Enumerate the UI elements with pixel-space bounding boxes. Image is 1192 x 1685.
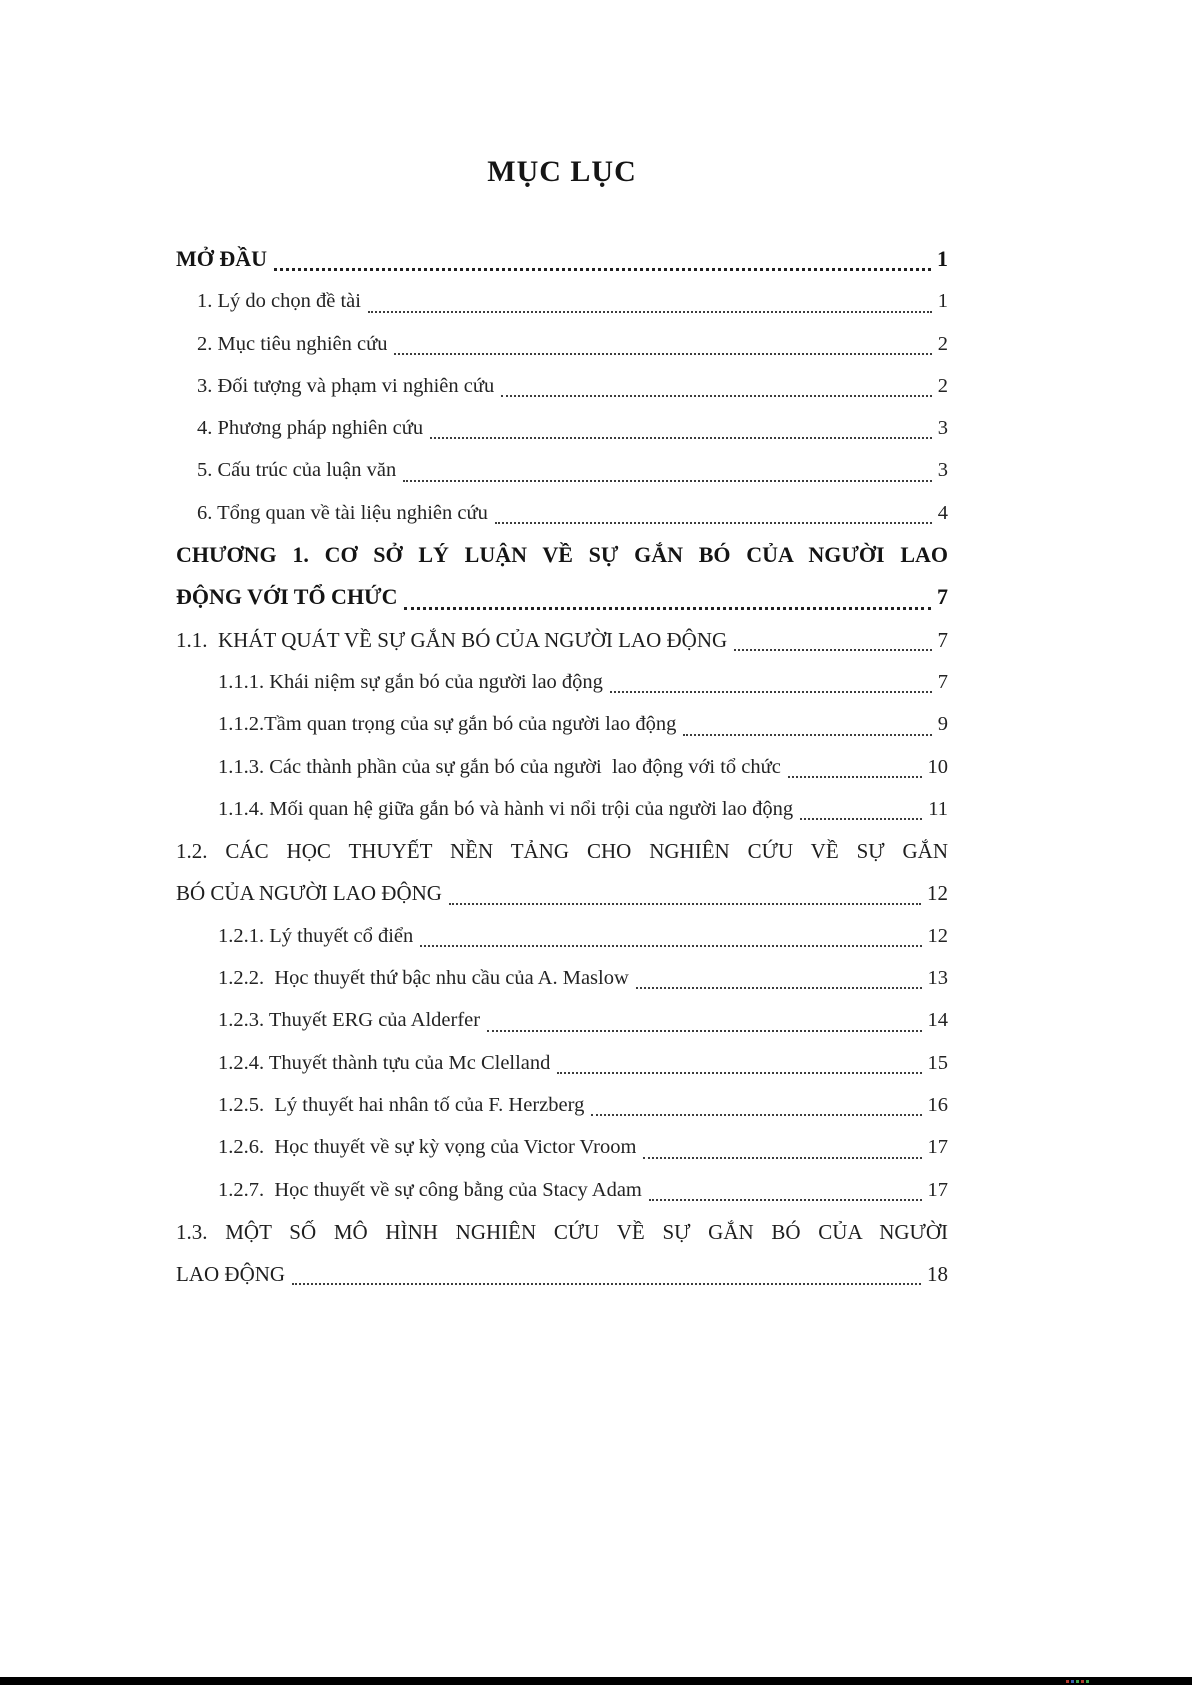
toc-page-number: 17 [927, 1178, 948, 1201]
toc-entry [176, 915, 948, 957]
toc-page-number: 12 [927, 924, 948, 947]
dot-leader [734, 619, 931, 661]
toc-page-number: 7 [937, 627, 948, 652]
scan-edge-bar [0, 1677, 1192, 1685]
toc-entry-line [197, 449, 948, 491]
toc-entry [176, 703, 948, 745]
toc-entry-text: 1.1.1. Khái niệm sự gắn bó của người lao động [218, 670, 603, 693]
toc-entry [176, 830, 948, 915]
toc-entry [176, 492, 948, 534]
toc-entry-line [218, 1169, 948, 1211]
toc-page-number: 1 [937, 246, 948, 271]
toc-page-number: 7 [937, 584, 948, 610]
dot-leader [591, 1084, 921, 1126]
toc-entry-line [176, 238, 948, 280]
dot-leader [501, 365, 932, 407]
dot-leader [420, 915, 921, 957]
toc-entry-text: 1.2. CÁC HỌC THUYẾT NỀN TẢNG CHO NGHIÊN CỨU VỀ SỰ GẮN [176, 839, 948, 864]
toc-entry-text: 1.2.5. Lý thuyết hai nhân tố của F. Herzberg [218, 1093, 585, 1116]
toc-entry-text: CHƯƠNG 1. CƠ SỞ LÝ LUẬN VỀ SỰ GẮN BÓ CỦA NGƯỜI LAO [176, 542, 948, 568]
toc-entry-text: 4. Phương pháp nghiên cứu [197, 417, 424, 440]
toc-page-number: 3 [937, 459, 948, 482]
toc-page-number: 17 [927, 1136, 948, 1159]
toc-entry-text: BÓ CỦA NGƯỜI LAO ĐỘNG [176, 881, 442, 906]
toc-entry [176, 238, 948, 280]
toc-entry-text: 1.2.2. Học thuyết thứ bậc nhu cầu của A. Maslow [218, 967, 629, 990]
dot-leader [800, 788, 922, 830]
toc-entry [176, 1169, 948, 1211]
dot-leader [430, 407, 932, 449]
dot-leader [487, 999, 921, 1041]
toc-entry [176, 407, 948, 449]
toc-entry-line [176, 872, 948, 914]
toc-entry-line [218, 661, 948, 703]
dot-leader [683, 703, 931, 745]
toc-entry [176, 1211, 948, 1296]
toc-entry-line [176, 1253, 948, 1295]
toc-entry-line [218, 915, 948, 957]
toc-entry-text: 1.3. MỘT SỐ MÔ HÌNH NGHIÊN CỨU VỀ SỰ GẮN BÓ CỦA NGƯỜI [176, 1219, 948, 1244]
toc-entry [176, 661, 948, 703]
toc-page-number: 16 [927, 1093, 948, 1116]
scan-artifact [1066, 1680, 1092, 1683]
toc-entry [176, 999, 948, 1041]
dot-leader [292, 1253, 921, 1295]
toc-entry-line [197, 280, 948, 322]
dot-leader [643, 1126, 921, 1168]
dot-leader [394, 323, 931, 365]
toc-entry [176, 449, 948, 491]
toc-entry-text: 1.2.6. Học thuyết về sự kỳ vọng của Victor Vroom [218, 1136, 637, 1159]
toc-entry-text: 1.2.7. Học thuyết về sự công bằng của Stacy Adam [218, 1178, 642, 1201]
toc-entry [176, 365, 948, 407]
dot-leader [274, 238, 931, 280]
toc-entry-line [197, 492, 948, 534]
toc-entry-text: LAO ĐỘNG [176, 1262, 286, 1287]
toc-page-number: 2 [937, 332, 948, 355]
toc-entry [176, 534, 948, 619]
toc-entry-text: 2. Mục tiêu nghiên cứu [197, 332, 388, 355]
toc-page-number: 4 [937, 501, 948, 524]
toc-entry-text: 1.1.4. Mối quan hệ giữa gắn bó và hành vi nổi trội của người lao động [218, 797, 794, 820]
dot-leader [449, 872, 921, 914]
toc-entry-text: 1. Lý do chọn đề tài [197, 290, 361, 313]
toc-page-number: 2 [937, 374, 948, 397]
toc-entry [176, 323, 948, 365]
toc-entry [176, 619, 948, 661]
toc-entry-text: 6. Tổng quan về tài liệu nghiên cứu [197, 501, 488, 524]
dot-leader [649, 1169, 922, 1211]
toc-entry-line [218, 746, 948, 788]
toc-entry-line [218, 957, 948, 999]
toc-entry-text: 1.2.3. Thuyết ERG của Alderfer [218, 1009, 481, 1032]
toc-page-number: 18 [927, 1262, 948, 1287]
toc-entry [176, 1084, 948, 1126]
toc-list [176, 238, 948, 1295]
dot-leader [636, 957, 922, 999]
dot-leader [788, 746, 922, 788]
toc-page-number: 7 [937, 670, 948, 693]
toc-page-number: 9 [937, 713, 948, 736]
toc-entry [176, 957, 948, 999]
dot-leader [368, 280, 932, 322]
toc-entry-line [218, 788, 948, 830]
toc-entry-text: 1.1. KHÁT QUÁT VỀ SỰ GẮN BÓ CỦA NGƯỜI LAO ĐỘNG [176, 627, 728, 652]
toc-page-number: 1 [937, 290, 948, 313]
toc-entry [176, 1126, 948, 1168]
toc-entry-line [218, 703, 948, 745]
toc-page-number: 11 [928, 797, 948, 820]
toc-page-number: 10 [927, 755, 948, 778]
dot-leader [495, 492, 932, 534]
toc-page-number: 12 [927, 881, 948, 906]
toc-entry-line [197, 407, 948, 449]
page-title: MỤC LỤC [487, 155, 637, 188]
toc-page-number: 3 [937, 417, 948, 440]
toc-entry-text: 1.2.1. Lý thuyết cổ điển [218, 924, 414, 947]
toc-entry-line [197, 365, 948, 407]
toc-entry [176, 280, 948, 322]
toc-entry [176, 788, 948, 830]
dot-leader [404, 576, 931, 618]
toc-entry-text: 3. Đối tượng và phạm vi nghiên cứu [197, 374, 495, 397]
toc-entry-line [176, 576, 948, 618]
toc-page-number: 14 [927, 1009, 948, 1032]
toc-entry-line [218, 1126, 948, 1168]
toc-entry-line [218, 1084, 948, 1126]
toc-entry-text: 1.2.4. Thuyết thành tựu của Mc Clelland [218, 1051, 551, 1074]
toc-entry [176, 1042, 948, 1084]
toc-page-number: 13 [927, 967, 948, 990]
toc-entry-line [176, 619, 948, 661]
toc-entry-text: 5. Cấu trúc của luận văn [197, 459, 397, 482]
toc-entry [176, 746, 948, 788]
dot-leader [403, 449, 932, 491]
toc-entry-text: ĐỘNG VỚI TỔ CHỨC [176, 584, 398, 610]
toc-entry-text: MỞ ĐẦU [176, 246, 268, 271]
toc-page-number: 15 [927, 1051, 948, 1074]
toc-entry-line [218, 1042, 948, 1084]
dot-leader [610, 661, 932, 703]
toc-entry-text: 1.1.2.Tầm quan trọng của sự gắn bó của người lao động [218, 713, 677, 736]
dot-leader [557, 1042, 921, 1084]
toc-entry-text: 1.1.3. Các thành phần của sự gắn bó của người lao động với tổ chức [218, 755, 781, 778]
toc-entry-line [218, 999, 948, 1041]
toc-entry-line [197, 323, 948, 365]
